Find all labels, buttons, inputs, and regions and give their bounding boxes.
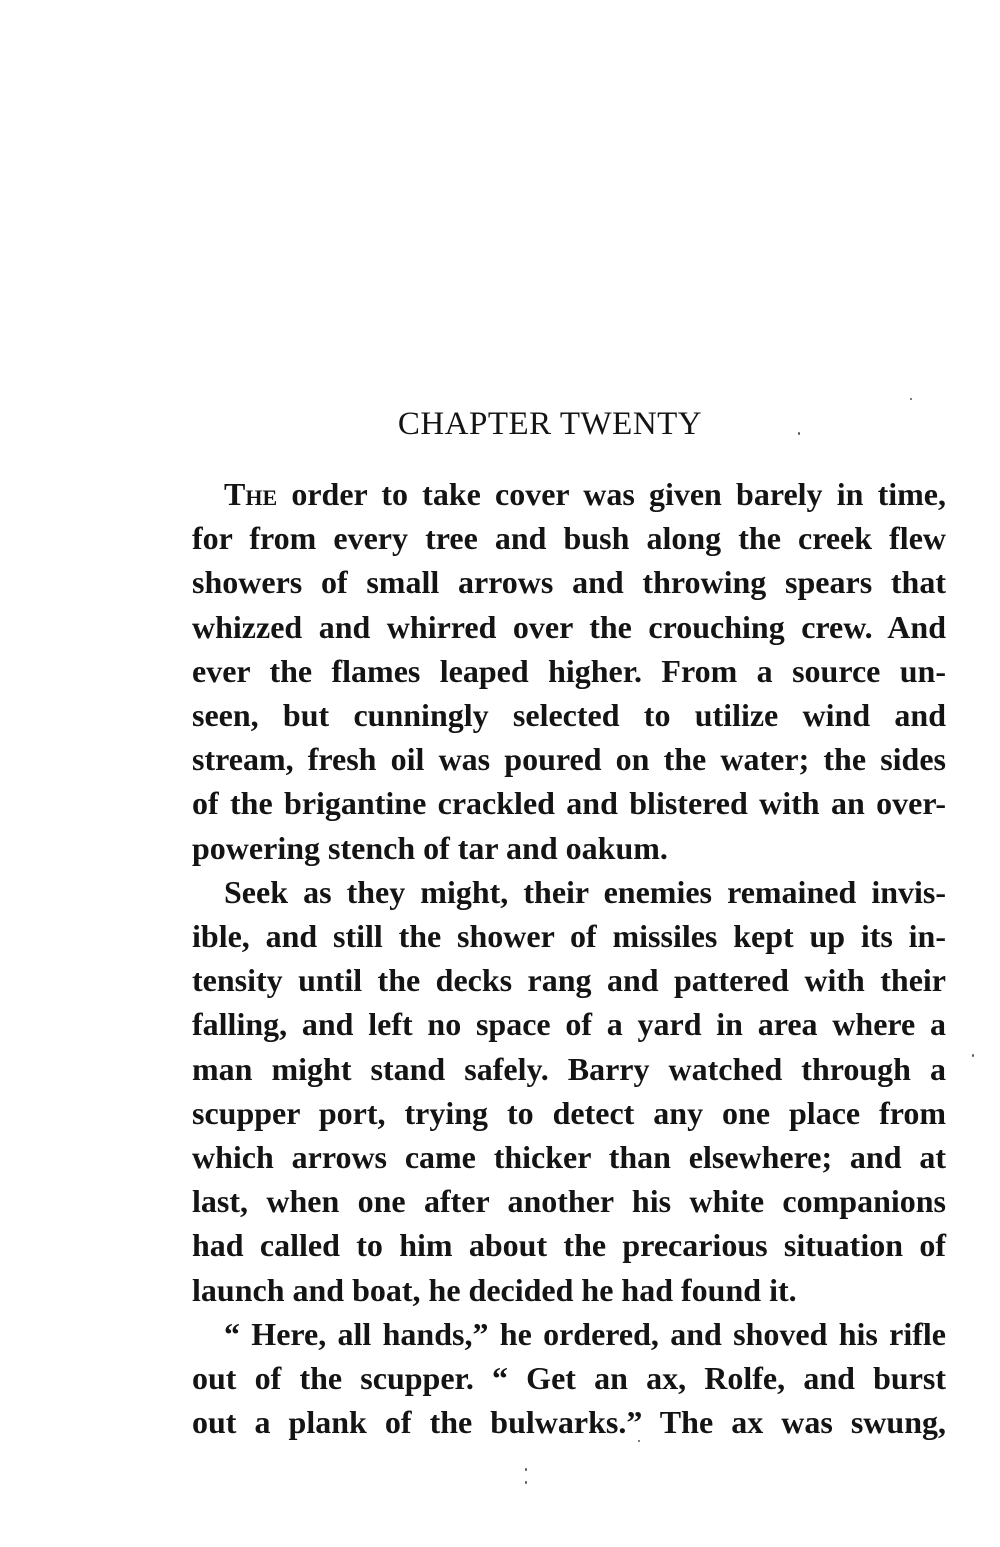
text-line: ever the flames leaped higher. From a source un- — [192, 652, 946, 689]
text-line: seen, but cunningly selected to utilize wind and — [192, 697, 946, 734]
scan-speck — [638, 1440, 640, 1442]
text-line: which arrows came thicker than elsewhere; and at — [192, 1139, 946, 1176]
text-line: powering stench of tar and oakum. — [192, 829, 668, 866]
text-line: of the brigantine crackled and blistered with an over- — [192, 785, 946, 822]
text-line: whizzed and whirred over the crouching crew. And — [192, 608, 946, 645]
text-line: out of the scupper. “ Get an ax, Rolfe, and burst — [192, 1360, 946, 1397]
paragraph-3 — [160, 1312, 946, 1445]
scan-speck — [972, 1054, 974, 1057]
text-line: for from every tree and bush along the creek flew — [192, 520, 946, 557]
text-line: launch and boat, he decided he had found it. — [192, 1271, 797, 1308]
text-line: “ Here, all hands,” he ordered, and shoved his rifle — [224, 1315, 946, 1352]
scan-speck — [910, 398, 912, 400]
chapter-title: CHAPTER TWENTY — [397, 406, 703, 442]
lead-word: The — [224, 476, 278, 512]
text-line: tensity until the decks rang and pattered with their — [192, 962, 946, 999]
paragraph-2 — [160, 870, 946, 1312]
paragraph-1 — [160, 472, 946, 870]
text-line: out a plank of the bulwarks.” The ax was swung, — [192, 1404, 946, 1441]
text-line: man might stand safely. Barry watched through a — [192, 1050, 946, 1087]
text-line: ible, and still the shower of missiles kept up its in- — [192, 918, 946, 955]
text-line: scupper port, trying to detect any one place from — [192, 1094, 946, 1131]
text-line: Seek as they might, their enemies remained invis- — [224, 873, 946, 910]
text-line: last, when one after another his white companions — [192, 1183, 946, 1220]
text-line: had called to him about the precarious situation of — [192, 1227, 946, 1264]
text-line: falling, and left no space of a yard in area where a — [192, 1006, 946, 1043]
scan-speck — [798, 432, 800, 435]
scan-speck — [525, 1468, 527, 1471]
text-line: showers of small arrows and throwing spears that — [192, 564, 946, 601]
text-line: The order to take cover was given barely in time, — [224, 476, 946, 512]
text-line: stream, fresh oil was poured on the water; the sides — [192, 741, 946, 778]
scan-speck — [525, 1481, 527, 1484]
chapter-body — [160, 472, 946, 1444]
